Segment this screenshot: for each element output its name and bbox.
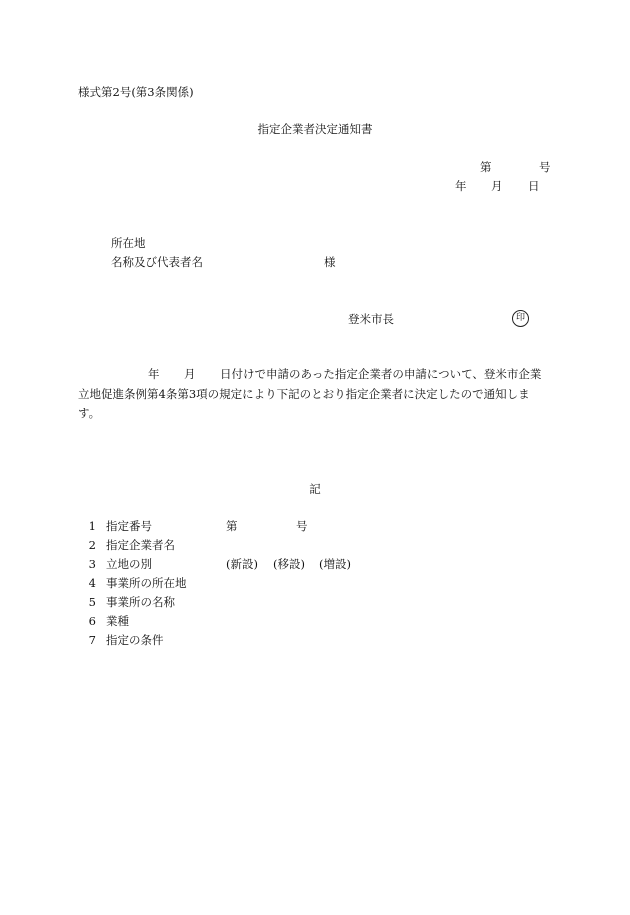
item-label: 指定の条件 <box>106 633 164 647</box>
item-label: 事業所の所在地 <box>106 576 187 590</box>
body-text-line-1: 日付けで申請のあった指定企業者の申請について、登米市企業 <box>220 367 542 381</box>
seal-icon: 印 <box>512 310 529 327</box>
location-option-expansion: (増設) <box>319 557 351 571</box>
document-number-suffix: 号 <box>539 160 551 174</box>
item-label: 立地の別 <box>106 557 152 571</box>
item-number: 6 <box>88 614 96 628</box>
body-text-line-2: 立地促進条例第4条第3項の規定により下記のとおり指定企業者に決定したので通知しま <box>78 387 530 401</box>
recipient-address-label: 所在地 <box>111 236 146 250</box>
location-option-new: (新設) <box>226 557 258 571</box>
item-designation-prefix: 第 <box>226 519 238 533</box>
item-number: 3 <box>88 557 96 571</box>
recipient-name-label: 名称及び代表者名 <box>111 255 203 269</box>
body-year: 年 <box>148 367 160 381</box>
document-title: 指定企業者決定通知書 <box>257 122 373 136</box>
date-day: 日 <box>528 179 540 193</box>
item-label: 業種 <box>106 614 129 628</box>
item-number: 4 <box>88 576 96 590</box>
document-number-prefix: 第 <box>480 160 492 174</box>
item-designation-suffix: 号 <box>296 519 308 533</box>
item-label: 事業所の名称 <box>106 595 175 609</box>
ki-heading: 記 <box>309 482 321 496</box>
item-number: 1 <box>88 519 96 533</box>
item-number: 2 <box>88 538 96 552</box>
form-number: 様式第2号(第3条関係) <box>78 85 194 99</box>
location-option-relocation: (移設) <box>273 557 305 571</box>
body-month: 月 <box>184 367 196 381</box>
recipient-honorific: 様 <box>324 255 336 269</box>
date-month: 月 <box>491 179 503 193</box>
item-label: 指定番号 <box>106 519 152 533</box>
date-year: 年 <box>455 179 467 193</box>
body-text-line-3: す。 <box>78 406 101 420</box>
issuer-name: 登米市長 <box>348 312 394 326</box>
item-label: 指定企業者名 <box>106 538 175 552</box>
item-number: 5 <box>88 595 96 609</box>
item-number: 7 <box>88 633 96 647</box>
